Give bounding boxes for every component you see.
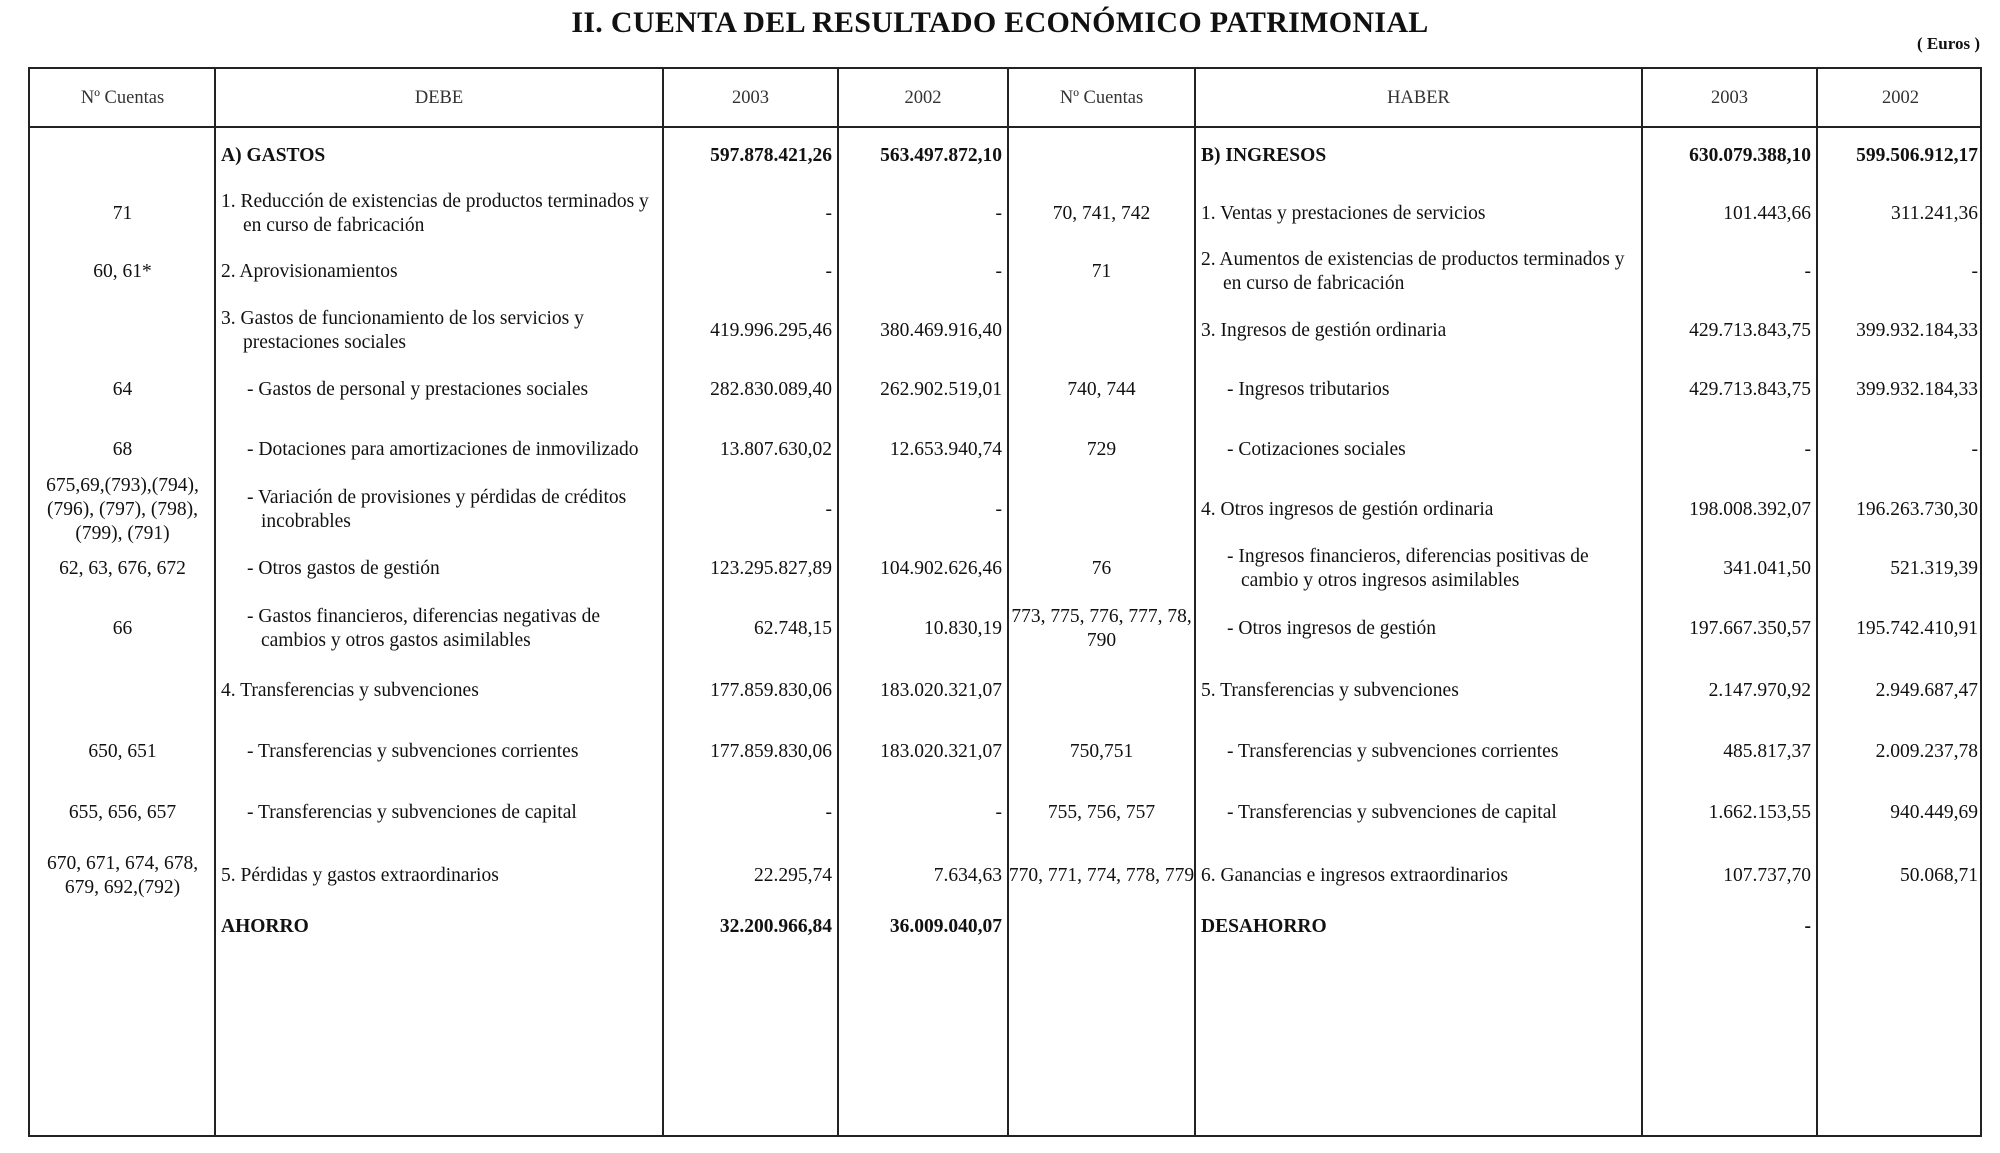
cell-debe-2003 xyxy=(663,845,838,907)
haber-concept-text: 1. Ventas y prestaciones de servicios xyxy=(1201,203,1486,224)
cell-haber-2002 xyxy=(1817,301,1982,361)
debe-concept-text: - Dotaciones para amortizaciones de inmovilizado xyxy=(247,439,639,460)
haber-2003-text: 630.079.388,10 xyxy=(1689,145,1811,166)
cell-debe-2003 xyxy=(663,243,838,301)
cell-haber-account xyxy=(1008,907,1195,1017)
cell-haber-2003 xyxy=(1642,361,1817,419)
cell-haber-2003 xyxy=(1642,243,1817,301)
debe-2003-text: - xyxy=(825,499,832,520)
cell-haber-account xyxy=(1008,361,1195,419)
cell-debe-2002 xyxy=(838,481,1008,539)
haber-concept-text: 5. Transferencias y subvenciones xyxy=(1201,680,1459,701)
debe-2003-text: 13.807.630,02 xyxy=(719,439,832,460)
cell-haber-2003 xyxy=(1642,907,1817,1017)
results-table xyxy=(28,67,1982,1137)
cell-haber-2002 xyxy=(1817,243,1982,301)
haber-concept-text: - Cotizaciones sociales xyxy=(1227,439,1406,460)
cell-haber-account xyxy=(1008,845,1195,907)
haber-concept-text: 3. Ingresos de gestión ordinaria xyxy=(1201,320,1447,341)
debe-2002-text: 104.902.626,46 xyxy=(880,558,1002,579)
header-debe-account: Nº Cuentas xyxy=(80,88,165,108)
haber-2003-text: - xyxy=(1804,916,1811,937)
haber-2003-text: 485.817,37 xyxy=(1723,741,1811,762)
cell-debe-2003 xyxy=(663,127,838,185)
debe-2002-text: - xyxy=(995,499,1002,520)
debe-account-text: 675,69,(793),(794), (796), (797), (798), (799), (791) xyxy=(46,475,199,544)
debe-2002-text: 183.020.321,07 xyxy=(880,741,1002,762)
debe-2002-text: 12.653.940,74 xyxy=(889,439,1002,460)
cell-haber-concept xyxy=(1201,539,1642,599)
cell-debe-2003 xyxy=(663,419,838,481)
cell-debe-2002 xyxy=(838,845,1008,907)
haber-2002-text: - xyxy=(1971,439,1978,460)
haber-concept-text: 2. Aumentos de existencias de productos terminados y en curso de fabricación xyxy=(1201,249,1625,294)
cell-debe-account xyxy=(30,419,215,481)
haber-account-text: 770, 771, 774, 778, 779 xyxy=(1008,865,1195,886)
debe-concept-text: - Gastos de personal y prestaciones sociales xyxy=(247,379,589,400)
debe-2003-text: 22.295,74 xyxy=(754,865,832,886)
debe-account-text: 650, 651 xyxy=(88,741,157,762)
cell-debe-account xyxy=(30,907,215,1017)
cell-debe-account xyxy=(30,475,215,544)
cell-haber-2003 xyxy=(1642,419,1817,481)
haber-2002-text: 196.263.730,30 xyxy=(1856,499,1978,520)
debe-concept-text: - Variación de provisiones y pérdidas de créditos incobrables xyxy=(247,487,627,532)
debe-2002-text: 262.902.519,01 xyxy=(880,379,1002,400)
cell-debe-concept xyxy=(221,907,663,1017)
cell-haber-2003 xyxy=(1642,301,1817,361)
cell-debe-concept xyxy=(221,361,663,419)
haber-2003-text: 429.713.843,75 xyxy=(1689,379,1811,400)
debe-concept-text: 5. Pérdidas y gastos extraordinarios xyxy=(221,865,499,886)
cell-haber-concept xyxy=(1201,781,1642,845)
cell-haber-2003 xyxy=(1642,539,1817,599)
cell-haber-concept xyxy=(1201,599,1642,659)
cell-debe-2003 xyxy=(663,907,838,1017)
debe-2003-text: 32.200.966,84 xyxy=(719,916,832,937)
debe-2002-text: 183.020.321,07 xyxy=(880,680,1002,701)
cell-haber-account xyxy=(1008,539,1195,599)
haber-concept-text: - Otros ingresos de gestión xyxy=(1227,618,1437,639)
cell-haber-concept xyxy=(1201,723,1642,781)
cell-haber-2002 xyxy=(1817,419,1982,481)
debe-2002-text: - xyxy=(995,802,1002,823)
haber-2003-text: 1.662.153,55 xyxy=(1708,802,1811,823)
cell-haber-2003 xyxy=(1642,481,1817,539)
haber-2002-text: 940.449,69 xyxy=(1890,802,1978,823)
cell-debe-2002 xyxy=(838,419,1008,481)
haber-2003-text: 107.737,70 xyxy=(1723,865,1811,886)
cell-haber-concept xyxy=(1201,659,1642,723)
haber-concept-text: - Transferencias y subvenciones de capital xyxy=(1227,802,1557,823)
header-debe-concept: DEBE xyxy=(414,88,464,108)
debe-account-text: 68 xyxy=(112,439,133,460)
debe-account-text: 655, 656, 657 xyxy=(68,802,177,823)
haber-concept-text: DESAHORRO xyxy=(1201,916,1327,937)
header-debe-2003: 2003 xyxy=(732,88,769,108)
haber-account-text: 70, 741, 742 xyxy=(1052,203,1151,224)
cell-haber-2002 xyxy=(1817,907,1982,1017)
cell-debe-concept xyxy=(221,481,663,539)
cell-debe-account xyxy=(30,539,215,599)
haber-concept-text: 6. Ganancias e ingresos extraordinarios xyxy=(1201,865,1509,886)
debe-2002-text: 10.830,19 xyxy=(924,618,1002,639)
haber-concept-text: - Ingresos tributarios xyxy=(1227,379,1390,400)
cell-haber-2002 xyxy=(1817,481,1982,539)
cell-debe-concept xyxy=(221,301,663,361)
cell-haber-concept xyxy=(1201,481,1642,539)
cell-haber-2002 xyxy=(1817,723,1982,781)
cell-debe-account xyxy=(30,723,215,781)
page-title: II. CUENTA DEL RESULTADO ECONÓMICO PATRIMONIAL xyxy=(571,6,1429,39)
cell-debe-2002 xyxy=(838,723,1008,781)
debe-2003-text: 177.859.830,06 xyxy=(710,680,832,701)
cell-haber-concept xyxy=(1201,127,1642,185)
cell-debe-2003 xyxy=(663,781,838,845)
debe-concept-text: - Transferencias y subvenciones corrientes xyxy=(247,741,579,762)
cell-haber-2002 xyxy=(1817,185,1982,243)
debe-account-text: 62, 63, 676, 672 xyxy=(59,558,186,579)
cell-haber-account xyxy=(1008,127,1195,185)
cell-debe-2003 xyxy=(663,599,838,659)
cell-haber-account xyxy=(1008,659,1195,723)
haber-2002-text: 399.932.184,33 xyxy=(1856,379,1978,400)
cell-haber-account xyxy=(1008,481,1195,539)
haber-2002-text: 2.949.687,47 xyxy=(1875,680,1978,701)
debe-2002-text: 380.469.916,40 xyxy=(880,320,1002,341)
debe-concept-text: 1. Reducción de existencias de productos terminados y en curso de fabricación xyxy=(221,191,649,236)
haber-2002-text: 311.241,36 xyxy=(1890,203,1978,224)
debe-concept-text: AHORRO xyxy=(221,916,309,937)
cell-haber-concept xyxy=(1201,243,1642,301)
cell-haber-2003 xyxy=(1642,659,1817,723)
debe-2002-text: 36.009.040,07 xyxy=(889,916,1002,937)
debe-concept-text: - Transferencias y subvenciones de capital xyxy=(247,802,577,823)
debe-2002-text: 563.497.872,10 xyxy=(880,145,1002,166)
cell-debe-2003 xyxy=(663,723,838,781)
cell-debe-2002 xyxy=(838,361,1008,419)
cell-haber-2003 xyxy=(1642,845,1817,907)
cell-haber-account xyxy=(1008,723,1195,781)
cell-haber-2003 xyxy=(1642,723,1817,781)
cell-haber-2002 xyxy=(1817,845,1982,907)
cell-haber-account xyxy=(1008,419,1195,481)
cell-haber-account xyxy=(1008,781,1195,845)
cell-haber-2002 xyxy=(1817,127,1982,185)
cell-debe-2002 xyxy=(838,243,1008,301)
haber-2002-text: 2.009.237,78 xyxy=(1875,741,1978,762)
cell-debe-account xyxy=(30,361,215,419)
cell-debe-account xyxy=(30,845,215,907)
haber-concept-text: B) INGRESOS xyxy=(1201,145,1327,166)
cell-debe-account xyxy=(30,781,215,845)
cell-debe-concept xyxy=(221,659,663,723)
cell-haber-2002 xyxy=(1817,781,1982,845)
debe-concept-text: 2. Aprovisionamientos xyxy=(221,261,398,282)
haber-2002-text: 195.742.410,91 xyxy=(1856,618,1978,639)
cell-haber-2002 xyxy=(1817,539,1982,599)
debe-account-text: 670, 671, 674, 678, 679, 692,(792) xyxy=(46,853,199,898)
haber-account-text: 76 xyxy=(1091,558,1112,579)
cell-debe-2002 xyxy=(838,907,1008,1017)
cell-debe-concept xyxy=(221,539,663,599)
cell-haber-2002 xyxy=(1817,599,1982,659)
cell-haber-2002 xyxy=(1817,659,1982,723)
cell-debe-concept xyxy=(221,127,663,185)
haber-2003-text: 101.443,66 xyxy=(1723,203,1811,224)
cell-debe-2002 xyxy=(838,301,1008,361)
cell-haber-concept xyxy=(1201,185,1642,243)
cell-haber-account xyxy=(1008,243,1195,301)
cell-debe-concept xyxy=(221,845,663,907)
debe-2003-text: 177.859.830,06 xyxy=(710,741,832,762)
haber-account-text: 71 xyxy=(1091,261,1112,282)
haber-account-text: 755, 756, 757 xyxy=(1047,802,1156,823)
cell-debe-account xyxy=(30,659,215,723)
cell-debe-2002 xyxy=(838,599,1008,659)
cell-debe-2003 xyxy=(663,539,838,599)
cell-haber-2003 xyxy=(1642,185,1817,243)
haber-2003-text: - xyxy=(1804,439,1811,460)
cell-debe-concept xyxy=(221,781,663,845)
debe-2002-text: - xyxy=(995,203,1002,224)
header-haber-account: Nº Cuentas xyxy=(1059,88,1144,108)
cell-haber-concept xyxy=(1201,907,1642,1017)
cell-haber-2003 xyxy=(1642,781,1817,845)
header-haber-2003: 2003 xyxy=(1711,88,1748,108)
cell-haber-2003 xyxy=(1642,127,1817,185)
cell-debe-2002 xyxy=(838,127,1008,185)
cell-debe-account xyxy=(30,599,215,659)
debe-account-text: 60, 61* xyxy=(93,261,152,282)
debe-concept-text: - Gastos financieros, diferencias negativas de cambios y otros gastos asimilables xyxy=(247,606,601,651)
cell-debe-concept xyxy=(221,419,663,481)
cell-haber-account xyxy=(1008,301,1195,361)
header-haber-2002: 2002 xyxy=(1882,88,1919,108)
cell-debe-concept xyxy=(221,599,663,659)
cell-debe-concept xyxy=(221,723,663,781)
cell-haber-concept xyxy=(1201,361,1642,419)
haber-concept-text: - Transferencias y subvenciones corrientes xyxy=(1227,741,1559,762)
cell-haber-concept xyxy=(1201,301,1642,361)
debe-concept-text: A) GASTOS xyxy=(221,145,326,166)
cell-debe-2002 xyxy=(838,539,1008,599)
cell-debe-2003 xyxy=(663,185,838,243)
haber-2003-text: 2.147.970,92 xyxy=(1708,680,1811,701)
cell-debe-account xyxy=(30,301,215,361)
cell-debe-2003 xyxy=(663,659,838,723)
cell-debe-2002 xyxy=(838,185,1008,243)
haber-2003-text: 341.041,50 xyxy=(1723,558,1811,579)
header-haber-concept: HABER xyxy=(1387,88,1450,108)
debe-2003-text: - xyxy=(825,203,832,224)
debe-2003-text: 419.996.295,46 xyxy=(710,320,832,341)
haber-2003-text: 198.008.392,07 xyxy=(1689,499,1811,520)
debe-2003-text: 597.878.421,26 xyxy=(710,145,832,166)
debe-2003-text: 62.748,15 xyxy=(754,618,832,639)
debe-2003-text: - xyxy=(825,802,832,823)
cell-debe-account xyxy=(30,243,215,301)
debe-account-text: 66 xyxy=(112,618,133,639)
cell-debe-account xyxy=(30,127,215,185)
haber-2002-text: 521.319,39 xyxy=(1890,558,1978,579)
cell-debe-2002 xyxy=(838,659,1008,723)
cell-haber-concept xyxy=(1201,419,1642,481)
debe-concept-text: 3. Gastos de funcionamiento de los servicios y prestaciones sociales xyxy=(221,308,584,353)
haber-account-text: 750,751 xyxy=(1069,741,1134,762)
cell-haber-2002 xyxy=(1817,361,1982,419)
cell-debe-2003 xyxy=(663,481,838,539)
debe-2002-text: 7.634,63 xyxy=(933,865,1002,886)
haber-2003-text: - xyxy=(1804,261,1811,282)
haber-2002-text: - xyxy=(1971,261,1978,282)
debe-2002-text: - xyxy=(995,261,1002,282)
haber-2002-text: 50.068,71 xyxy=(1900,865,1978,886)
debe-account-text: 71 xyxy=(112,203,133,224)
haber-concept-text: 4. Otros ingresos de gestión ordinaria xyxy=(1201,499,1494,520)
haber-2003-text: 429.713.843,75 xyxy=(1689,320,1811,341)
cell-haber-account xyxy=(1008,185,1195,243)
debe-2003-text: 282.830.089,40 xyxy=(710,379,832,400)
debe-2003-text: 123.295.827,89 xyxy=(710,558,832,579)
cell-haber-2003 xyxy=(1642,599,1817,659)
haber-account-text: 729 xyxy=(1086,439,1117,460)
cell-debe-2002 xyxy=(838,781,1008,845)
cell-debe-2003 xyxy=(663,301,838,361)
cell-debe-2003 xyxy=(663,361,838,419)
haber-2002-text: 599.506.912,17 xyxy=(1856,145,1978,166)
units-label: ( Euros ) xyxy=(1917,34,1980,53)
cell-debe-concept xyxy=(221,185,663,243)
debe-account-text: 64 xyxy=(112,379,133,400)
haber-2003-text: 197.667.350,57 xyxy=(1689,618,1811,639)
debe-concept-text: 4. Transferencias y subvenciones xyxy=(221,680,479,701)
haber-account-text: 740, 744 xyxy=(1067,379,1136,400)
header-debe-2002: 2002 xyxy=(904,88,942,108)
cell-haber-account xyxy=(1008,599,1195,659)
haber-concept-text: - Ingresos financieros, diferencias positivas de cambio y otros ingresos asimilables xyxy=(1227,546,1589,591)
haber-account-text: 773, 775, 776, 777, 78, 790 xyxy=(1011,606,1192,651)
cell-debe-account xyxy=(30,185,215,243)
debe-2003-text: - xyxy=(825,261,832,282)
haber-2002-text: 399.932.184,33 xyxy=(1856,320,1978,341)
cell-haber-concept xyxy=(1201,845,1642,907)
debe-concept-text: - Otros gastos de gestión xyxy=(247,558,440,579)
cell-debe-concept xyxy=(221,243,663,301)
